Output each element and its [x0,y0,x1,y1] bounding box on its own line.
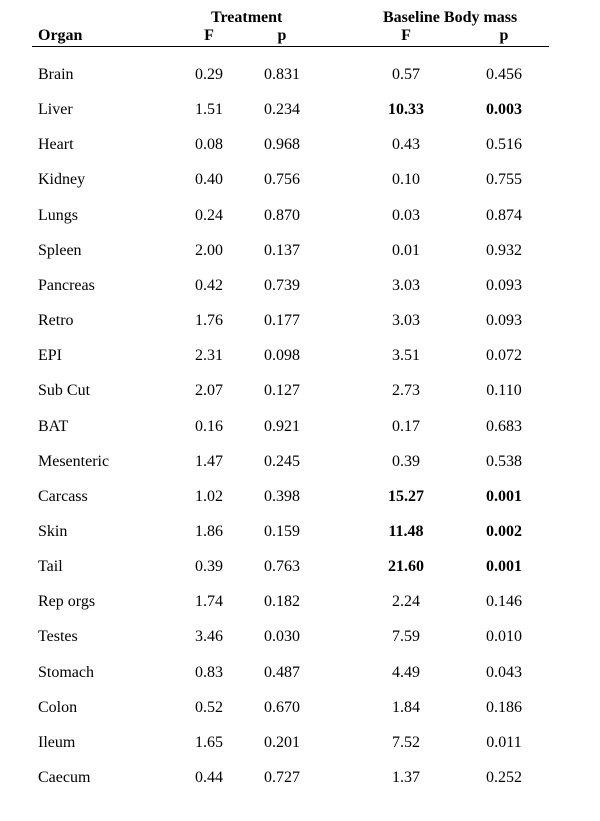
baseline-f-cell: 0.01 [392,242,420,259]
baseline-f-cell: 0.57 [392,66,420,83]
baseline-f-cell: 15.27 [388,488,424,505]
organ-cell: Carcass [38,488,88,505]
baseline-p-cell: 0.002 [486,523,522,540]
baseline-f-cell: 0.17 [392,418,420,435]
treatment-f-cell: 0.42 [195,277,223,294]
organ-cell: Kidney [38,171,86,188]
treatment-p-cell: 0.201 [264,734,300,751]
organ-cell: BAT [38,418,69,435]
treatment-f-cell: 0.39 [195,558,223,575]
baseline-p-cell: 0.874 [486,207,522,224]
organ-cell: Mesenteric [38,453,110,470]
baseline-p-cell: 0.001 [486,488,522,505]
organ-cell: Sub Cut [38,382,91,399]
baseline-p-cell: 0.252 [486,769,522,786]
baseline-p-cell: 0.755 [486,171,522,188]
treatment-f-cell: 1.02 [195,488,223,505]
organ-cell: Testes [38,628,78,645]
baseline-f-cell: 7.52 [392,734,420,751]
group-header-treatment: Treatment [211,9,283,26]
treatment-p-cell: 0.030 [264,628,300,645]
organ-cell: Caecum [38,769,91,786]
treatment-f-cell: 0.52 [195,699,223,716]
baseline-f-cell: 0.39 [392,453,420,470]
treatment-f-cell: 2.00 [195,242,223,259]
treatment-f-cell: 2.31 [195,347,223,364]
organ-cell: Brain [38,66,74,83]
treatment-f-cell: 0.83 [195,664,223,681]
treatment-f-cell: 1.74 [195,593,223,610]
treatment-p-cell: 0.398 [264,488,300,505]
baseline-p-cell: 0.011 [486,734,522,751]
baseline-p-cell: 0.010 [486,628,522,645]
treatment-p-cell: 0.968 [264,136,300,153]
column-header-baseline-p: p [499,27,509,44]
treatment-f-cell: 1.76 [195,312,223,329]
baseline-p-cell: 0.043 [486,664,522,681]
baseline-p-cell: 0.932 [486,242,522,259]
baseline-p-cell: 0.003 [486,101,522,118]
baseline-f-cell: 3.51 [392,347,420,364]
treatment-f-cell: 1.47 [195,453,223,470]
group-header-baseline: Baseline Body mass [383,9,518,26]
treatment-f-cell: 0.08 [195,136,223,153]
organ-cell: Tail [38,558,63,575]
treatment-p-cell: 0.487 [264,664,300,681]
organ-cell: Retro [38,312,74,329]
baseline-p-cell: 0.186 [486,699,522,716]
treatment-p-cell: 0.137 [264,242,300,259]
baseline-f-cell: 11.48 [388,523,424,540]
baseline-p-cell: 0.093 [486,277,522,294]
baseline-p-cell: 0.516 [486,136,522,153]
treatment-p-cell: 0.245 [264,453,300,470]
treatment-p-cell: 0.670 [264,699,300,716]
treatment-p-cell: 0.921 [264,418,300,435]
organ-cell: Liver [38,101,73,118]
treatment-f-cell: 1.65 [195,734,223,751]
column-header-organ: Organ [38,27,83,44]
treatment-f-cell: 0.24 [195,207,223,224]
organ-cell: Pancreas [38,277,95,294]
treatment-p-cell: 0.763 [264,558,300,575]
baseline-f-cell: 7.59 [392,628,420,645]
treatment-f-cell: 3.46 [195,628,223,645]
treatment-p-cell: 0.831 [264,66,300,83]
treatment-p-cell: 0.127 [264,382,300,399]
baseline-f-cell: 0.43 [392,136,420,153]
organ-cell: Lungs [38,207,78,224]
baseline-f-cell: 1.37 [392,769,420,786]
treatment-f-cell: 1.86 [195,523,223,540]
baseline-p-cell: 0.110 [486,382,522,399]
treatment-p-cell: 0.870 [264,207,300,224]
baseline-p-cell: 0.093 [486,312,522,329]
baseline-p-cell: 0.001 [486,558,522,575]
treatment-f-cell: 0.44 [195,769,223,786]
treatment-f-cell: 0.16 [195,418,223,435]
organ-cell: Skin [38,523,68,540]
baseline-f-cell: 3.03 [392,312,420,329]
organ-cell: Ileum [38,734,76,751]
treatment-f-cell: 2.07 [195,382,223,399]
treatment-p-cell: 0.756 [264,171,300,188]
treatment-p-cell: 0.159 [264,523,300,540]
organ-cell: Stomach [38,664,94,681]
treatment-f-cell: 1.51 [195,101,223,118]
header-rule [32,46,549,47]
organ-cell: Rep orgs [38,593,96,610]
organ-cell: Spleen [38,242,82,259]
baseline-f-cell: 21.60 [388,558,424,575]
baseline-f-cell: 1.84 [392,699,420,716]
baseline-f-cell: 0.10 [392,171,420,188]
treatment-p-cell: 0.234 [264,101,300,118]
baseline-f-cell: 2.73 [392,382,420,399]
baseline-p-cell: 0.146 [486,593,522,610]
baseline-f-cell: 10.33 [388,101,424,118]
treatment-p-cell: 0.739 [264,277,300,294]
column-header-baseline-f: F [401,27,411,44]
baseline-f-cell: 4.49 [392,664,420,681]
baseline-p-cell: 0.683 [486,418,522,435]
organ-cell: Heart [38,136,74,153]
treatment-f-cell: 0.29 [195,66,223,83]
organ-cell: Colon [38,699,78,716]
baseline-p-cell: 0.538 [486,453,522,470]
baseline-f-cell: 2.24 [392,593,420,610]
baseline-f-cell: 0.03 [392,207,420,224]
column-header-treatment-p: p [277,27,287,44]
treatment-p-cell: 0.177 [264,312,300,329]
treatment-f-cell: 0.40 [195,171,223,188]
baseline-p-cell: 0.456 [486,66,522,83]
baseline-p-cell: 0.072 [486,347,522,364]
treatment-p-cell: 0.727 [264,769,300,786]
treatment-p-cell: 0.098 [264,347,300,364]
column-header-treatment-f: F [204,27,214,44]
baseline-f-cell: 3.03 [392,277,420,294]
treatment-p-cell: 0.182 [264,593,300,610]
organ-cell: EPI [38,347,62,364]
